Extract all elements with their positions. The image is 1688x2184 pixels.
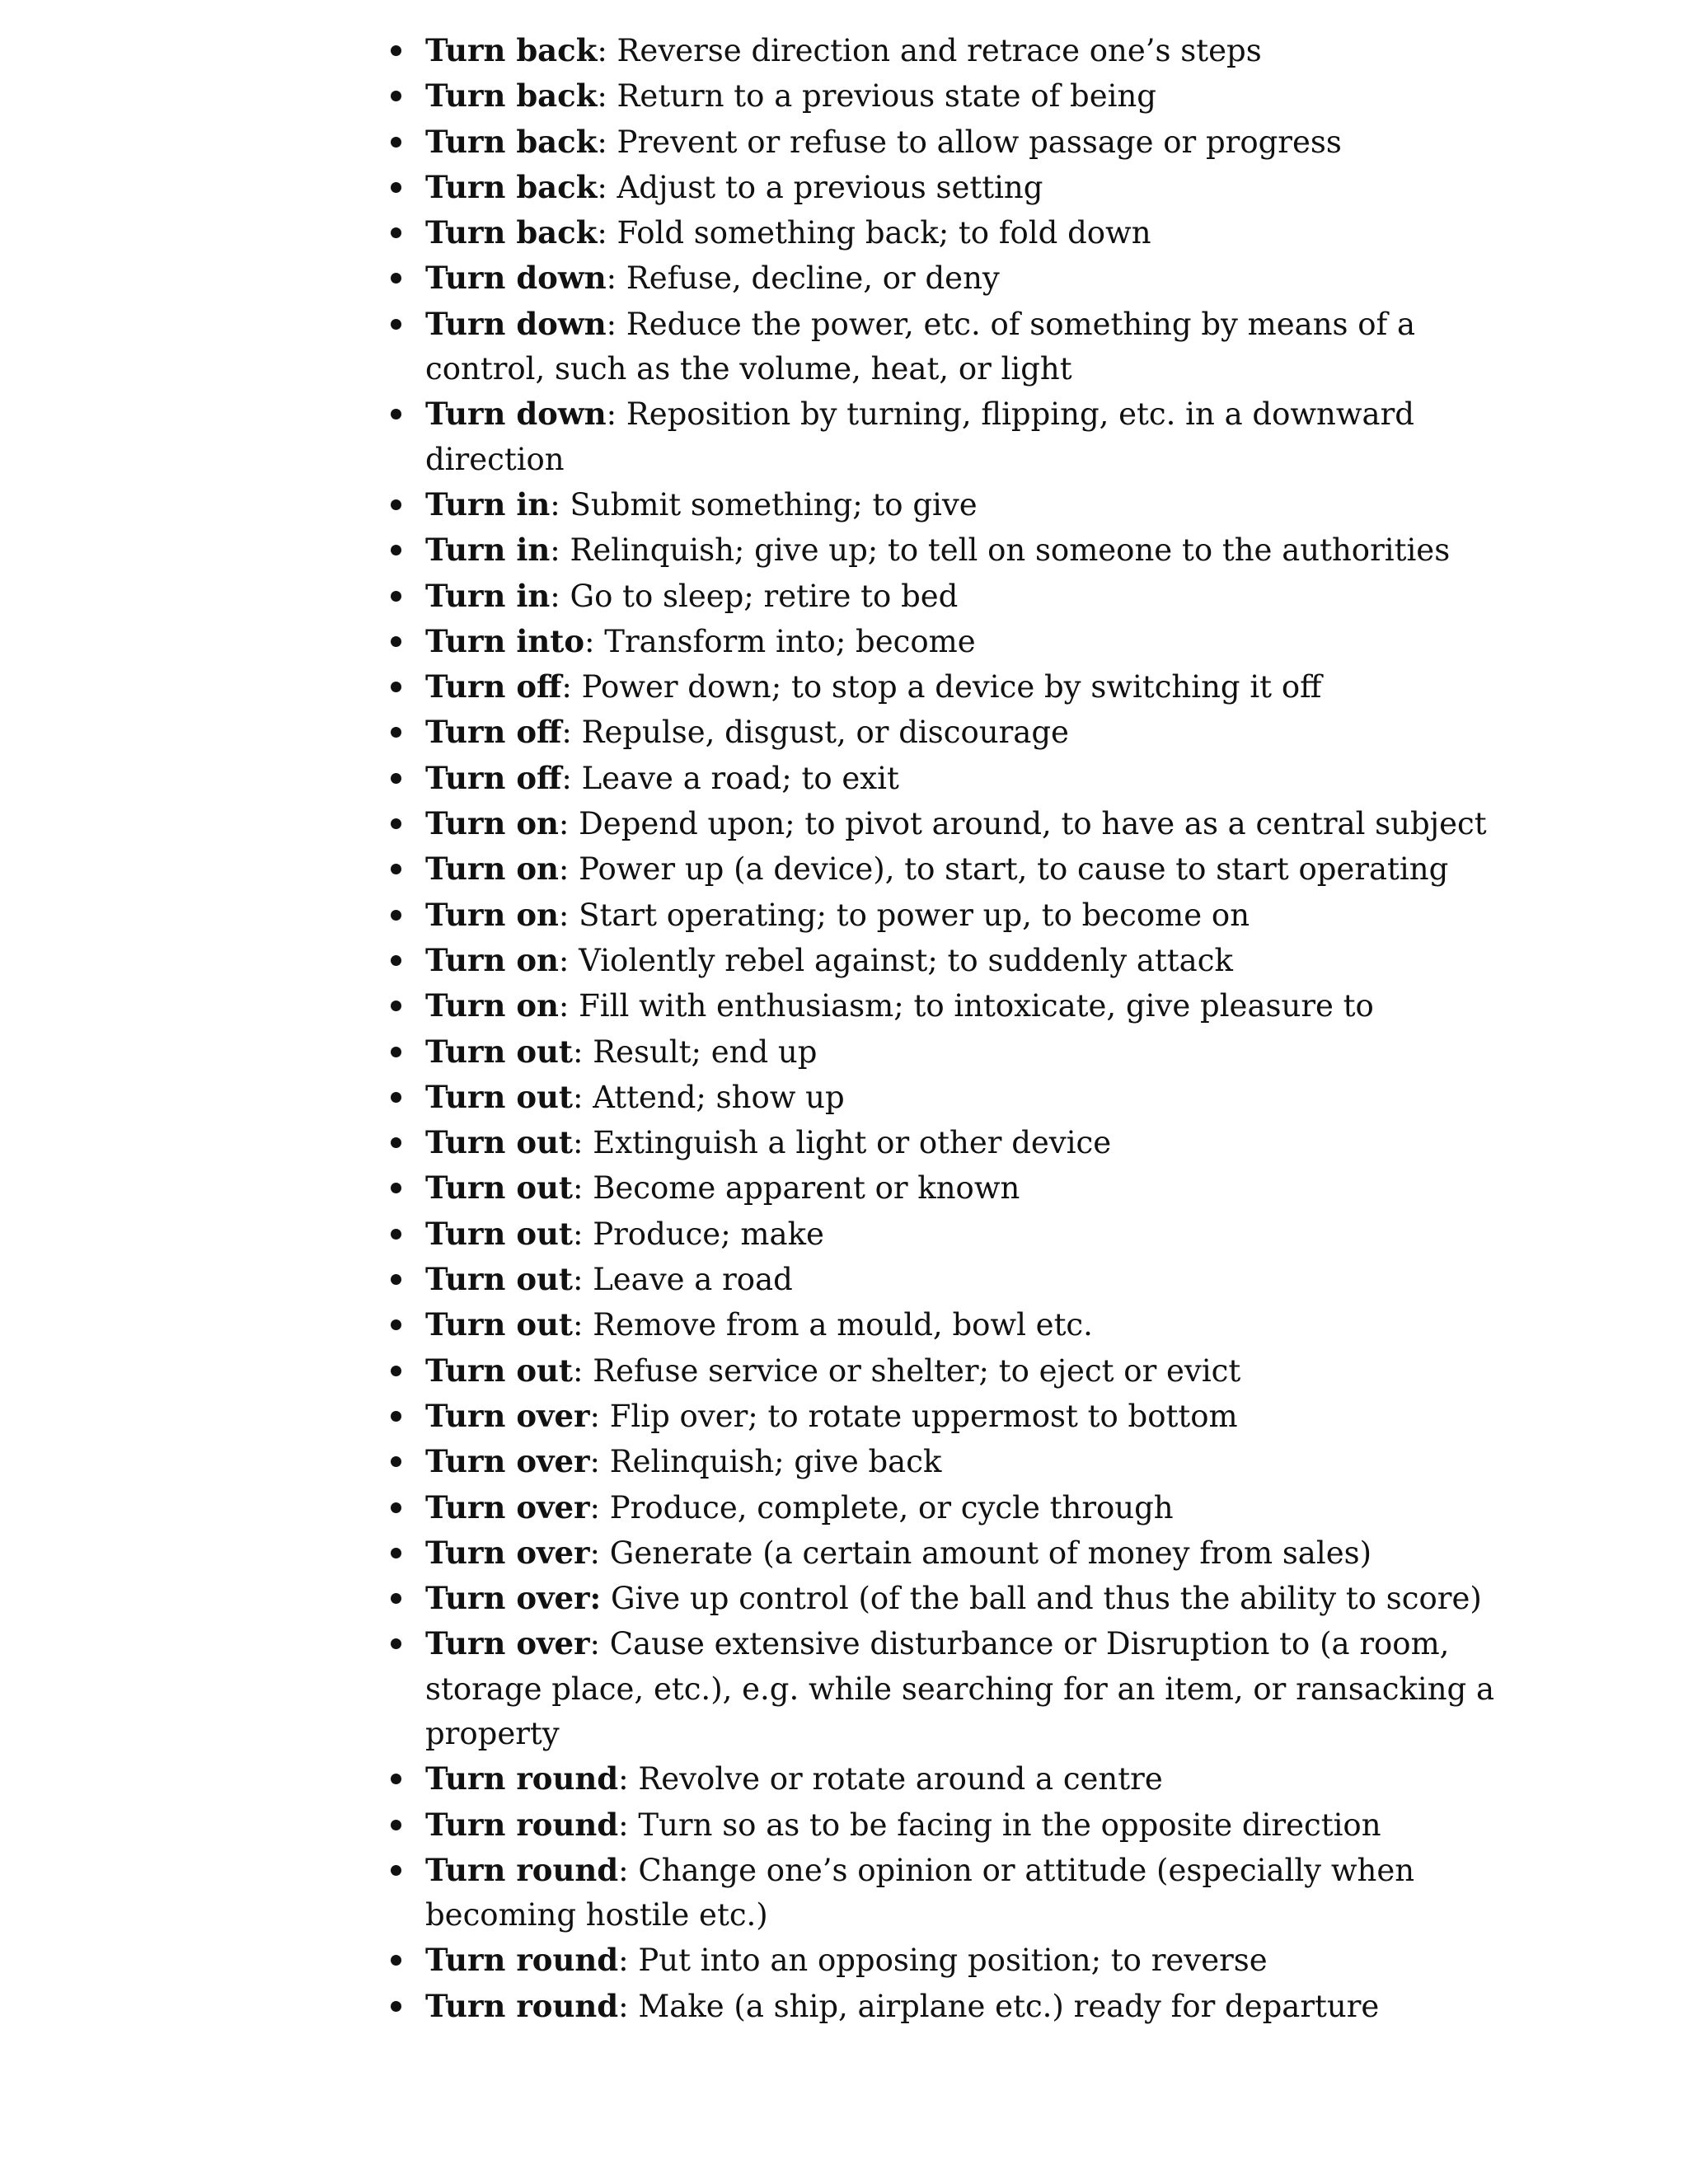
bullet-icon (391, 1820, 401, 1830)
bullet-icon (391, 1274, 401, 1285)
definition-text: Cause extensive disturbance or Disruption to (a room, storage place, etc.), e.g. while searching for an item, or ransacking a property (425, 1626, 1495, 1751)
list-item (384, 1212, 1505, 1257)
term-separator: : (597, 169, 607, 205)
phrasal-verb-term: Turn down (425, 260, 607, 297)
list-item (384, 391, 1505, 482)
definition-text: Start operating; to power up, to become on (569, 897, 1250, 933)
definition-text: Change one’s opinion or attitude (especially when becoming hostile etc.) (425, 1852, 1415, 1933)
phrasal-verb-term: Turn over (425, 1625, 590, 1662)
phrasal-verb-term: Turn on (425, 987, 559, 1024)
bullet-icon (391, 1593, 401, 1604)
list-item (384, 1120, 1505, 1165)
definition-text: Attend; show up (583, 1079, 845, 1115)
phrasal-verb-list (384, 28, 1505, 2029)
definition-text: Produce, complete, or cycle through (600, 1489, 1174, 1526)
definition-text: Power down; to stop a device by switching it off (571, 669, 1322, 705)
list-item (384, 1938, 1505, 1983)
list-item (384, 574, 1505, 619)
phrasal-verb-term: Turn down (425, 305, 607, 342)
phrasal-verb-term: Turn into (425, 622, 585, 659)
bullet-icon (391, 499, 401, 510)
list-item (384, 210, 1505, 255)
phrasal-verb-term: Turn on (425, 851, 559, 888)
bullet-icon (391, 319, 401, 330)
bullet-icon (391, 1456, 401, 1467)
term-separator: : (572, 1033, 584, 1070)
term-separator: : (550, 532, 560, 569)
definition-text: Make (a ship, airplane etc.) ready for departure (628, 1988, 1380, 2024)
phrasal-verb-term: Turn over (425, 1488, 590, 1526)
list-item (384, 938, 1505, 983)
list-item (384, 120, 1505, 165)
bullet-icon (391, 1548, 401, 1558)
term-separator: : (618, 1943, 629, 1979)
list-item (384, 1257, 1505, 1302)
bullet-icon (391, 1047, 401, 1057)
bullet-icon (391, 273, 401, 284)
definition-text: Turn so as to be facing in the opposite direction (628, 1807, 1381, 1843)
list-item (384, 1394, 1505, 1439)
phrasal-verb-term: Turn over (425, 1443, 590, 1480)
phrasal-verb-term: Turn off (425, 759, 562, 796)
definition-text: Remove from a mould, bowl etc. (583, 1307, 1093, 1343)
definition-text: Transform into; become (594, 623, 976, 659)
definition-text: Fill with enthusiasm; to intoxicate, give pleasure to (569, 988, 1374, 1024)
definition-text: Put into an opposing position; to reverse (628, 1943, 1268, 1979)
term-separator: : (558, 988, 570, 1024)
phrasal-verb-term: Turn round (425, 1987, 619, 2024)
bullet-icon (391, 545, 401, 555)
phrasal-verb-term: Turn on (425, 941, 559, 978)
term-separator: : (618, 1807, 629, 1843)
phrasal-verb-term: Turn round (425, 1942, 619, 1979)
bullet-icon (391, 910, 401, 921)
bullet-icon (391, 864, 401, 874)
bullet-icon (391, 1366, 401, 1376)
term-separator: : (572, 1170, 584, 1207)
definition-text: Revolve or rotate around a centre (628, 1761, 1163, 1797)
term-separator: : (572, 1216, 584, 1252)
term-separator: : (584, 623, 595, 659)
term-separator: : (561, 669, 572, 705)
bullet-icon (391, 1638, 401, 1649)
term-separator: : (572, 1079, 584, 1115)
definition-text: Reposition by turning, flipping, etc. in a downward direction (425, 396, 1414, 477)
bullet-icon (391, 955, 401, 966)
definition-text: Extinguish a light or other device (583, 1125, 1112, 1161)
term-separator: : (589, 1535, 600, 1571)
term-separator: : (606, 260, 617, 297)
term-separator: : (558, 942, 570, 978)
phrasal-verb-term: Turn round (425, 1851, 619, 1888)
definition-text: Leave a road (583, 1262, 793, 1298)
phrasal-verb-term: Turn round (425, 1806, 619, 1843)
phrasal-verb-term: Turn back (425, 32, 598, 68)
term-separator: : (589, 1626, 600, 1662)
phrasal-verb-term: Turn out (425, 1033, 573, 1070)
bullet-icon (391, 727, 401, 738)
list-item (384, 664, 1505, 710)
bullet-icon (391, 137, 401, 148)
term-separator: : (572, 1352, 584, 1389)
bullet-icon (391, 1865, 401, 1876)
phrasal-verb-term: Turn out (425, 1215, 573, 1252)
list-item (384, 1485, 1505, 1530)
term-separator: : (597, 78, 607, 115)
definition-text: Repulse, disgust, or discourage (571, 715, 1069, 751)
bullet-icon (391, 773, 401, 784)
definition-text: Reverse direction and retrace one’s steps (607, 33, 1262, 68)
list-item (384, 1848, 1505, 1938)
definition-text: Become apparent or known (583, 1170, 1020, 1207)
bullet-icon (391, 682, 401, 692)
definition-text: Relinquish; give back (600, 1444, 942, 1480)
bullet-icon (391, 45, 401, 56)
term-separator: : (597, 33, 607, 68)
term-separator: : (572, 1262, 584, 1298)
bullet-icon (391, 636, 401, 647)
bullet-icon (391, 591, 401, 602)
definition-text: Produce; make (583, 1216, 824, 1252)
list-item (384, 1075, 1505, 1120)
definition-text: Refuse service or shelter; to eject or evict (583, 1352, 1241, 1389)
bullet-icon (391, 1001, 401, 1011)
term-separator: : (618, 1761, 629, 1797)
bullet-icon (391, 227, 401, 238)
list-item (384, 1984, 1505, 2029)
definition-text: Flip over; to rotate uppermost to bottom (600, 1398, 1238, 1434)
phrasal-verb-term: Turn back (425, 123, 598, 160)
term-separator: : (589, 1489, 600, 1526)
term-separator: : (589, 1398, 600, 1434)
list-item (384, 619, 1505, 664)
phrasal-verb-term: Turn out (425, 1124, 573, 1161)
list-item (384, 1756, 1505, 1802)
phrasal-verb-term: Turn back (425, 214, 598, 251)
term-separator: : (618, 1988, 629, 2024)
phrasal-verb-term: Turn back (425, 77, 598, 115)
definition-text: Go to sleep; retire to bed (560, 578, 959, 614)
bullet-icon (391, 1774, 401, 1784)
list-item (384, 801, 1505, 846)
list-item (384, 527, 1505, 573)
bullet-icon (391, 2001, 401, 2012)
term-separator: : (550, 578, 560, 614)
bullet-icon (391, 1137, 401, 1148)
phrasal-verb-term: Turn off (425, 714, 562, 751)
list-item (384, 28, 1505, 73)
list-item (384, 73, 1505, 119)
list-item (384, 1621, 1505, 1756)
bullet-icon (391, 1502, 401, 1513)
phrasal-verb-term: Turn back (425, 168, 598, 205)
phrasal-verb-term: Turn over (425, 1580, 590, 1617)
list-item (384, 1439, 1505, 1484)
term-separator: : (606, 306, 617, 342)
list-item (384, 482, 1505, 527)
term-separator: : (597, 124, 607, 160)
list-item (384, 710, 1505, 755)
definition-text: Return to a previous state of being (607, 78, 1156, 115)
phrasal-verb-term: Turn out (425, 1352, 573, 1389)
definition-text: Depend upon; to pivot around, to have as a central subject (569, 806, 1487, 842)
bullet-icon (391, 1229, 401, 1240)
term-separator: : (618, 1852, 629, 1888)
bullet-icon (391, 409, 401, 419)
definition-text: Adjust to a previous setting (607, 169, 1043, 205)
definition-text: Submit something; to give (560, 486, 978, 523)
definition-text: Relinquish; give up; to tell on someone to the authorities (560, 532, 1451, 569)
definition-text: Power up (a device), to start, to cause to start operating (569, 851, 1449, 888)
phrasal-verb-term: Turn out (425, 1261, 573, 1298)
phrasal-verb-term: Turn in (425, 577, 551, 614)
list-item (384, 1348, 1505, 1394)
phrasal-verb-term: Turn on (425, 805, 559, 842)
bullet-icon (391, 1411, 401, 1422)
bullet-icon (391, 91, 401, 101)
definition-text: Fold something back; to fold down (607, 215, 1151, 251)
term-separator: : (572, 1125, 584, 1161)
phrasal-verb-term: Turn on (425, 896, 559, 933)
definition-text: Give up control (of the ball and thus the ability to score) (601, 1581, 1482, 1617)
list-item (384, 1576, 1505, 1621)
definition-text: Result; end up (583, 1033, 818, 1070)
definition-text: Reduce the power, etc. of something by means of a control, such as the volume, heat, or light (425, 306, 1416, 387)
list-item (384, 846, 1505, 892)
list-item (384, 1165, 1505, 1211)
list-item (384, 893, 1505, 938)
term-separator: : (558, 897, 570, 933)
term-separator: : (597, 215, 607, 251)
term-separator: : (589, 1444, 600, 1480)
bullet-icon (391, 182, 401, 193)
phrasal-verb-term: Turn out (425, 1169, 573, 1207)
term-separator: : (606, 396, 617, 433)
term-separator: : (558, 851, 570, 888)
phrasal-verb-term: Turn down (425, 396, 607, 433)
phrasal-verb-term: Turn out (425, 1306, 573, 1343)
bullet-icon (391, 1183, 401, 1193)
phrasal-verb-term: Turn in (425, 532, 551, 569)
phrasal-verb-term: Turn round (425, 1760, 619, 1797)
list-item (384, 1530, 1505, 1576)
phrasal-verb-term: Turn in (425, 485, 551, 523)
list-item (384, 165, 1505, 210)
list-item (384, 255, 1505, 301)
term-separator: : (550, 486, 560, 523)
term-separator: : (561, 715, 572, 751)
phrasal-verb-term: Turn over (425, 1397, 590, 1434)
phrasal-verb-term: Turn off (425, 668, 562, 705)
list-item (384, 1302, 1505, 1347)
phrasal-verb-term: Turn out (425, 1078, 573, 1115)
phrasal-verb-term: Turn over (425, 1534, 590, 1571)
list-item (384, 1802, 1505, 1848)
definition-text: Violently rebel against; to suddenly attack (569, 942, 1233, 978)
term-separator: : (558, 806, 570, 842)
list-item (384, 756, 1505, 801)
definition-text: Refuse, decline, or deny (617, 260, 1000, 297)
list-item (384, 1029, 1505, 1075)
term-separator: : (561, 760, 572, 796)
term-separator: : (572, 1307, 584, 1343)
definition-text: Leave a road; to exit (571, 760, 899, 796)
bullet-icon (391, 818, 401, 829)
definition-text: Generate (a certain amount of money from sales) (600, 1535, 1372, 1571)
bullet-icon (391, 1955, 401, 1966)
bullet-icon (391, 1092, 401, 1103)
bullet-icon (391, 1319, 401, 1330)
list-item (384, 302, 1505, 392)
list-item (384, 983, 1505, 1029)
definition-text: Prevent or refuse to allow passage or progress (607, 124, 1342, 160)
term-separator: : (589, 1580, 602, 1617)
